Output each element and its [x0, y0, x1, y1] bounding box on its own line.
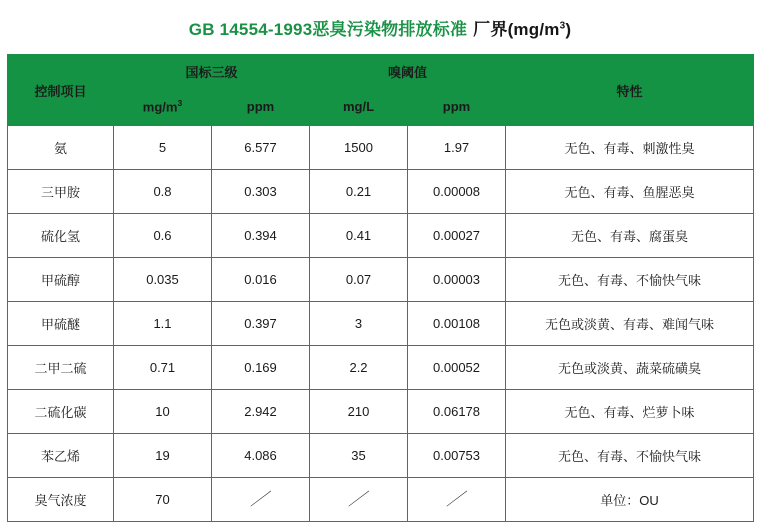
- cell-value-mgm3: 0.8: [114, 170, 212, 214]
- header-row-groups: [8, 55, 754, 88]
- cell-value-ppm2: 0.06178: [408, 390, 506, 434]
- cell-item: 甲硫醚: [8, 302, 114, 346]
- cell-property: 无色或淡黄、有毒、难闻气味: [506, 302, 754, 346]
- table-row: [8, 302, 754, 346]
- header-control-item: 控制项目: [8, 55, 114, 126]
- cell-value-ppm2: 0.00008: [408, 170, 506, 214]
- cell-item: 三甲胺: [8, 170, 114, 214]
- header-unit-mgl: mg/L: [310, 88, 408, 126]
- header-unit-ppm-1: ppm: [212, 88, 310, 126]
- cell-value-ppm1: 2.942: [212, 390, 310, 434]
- cell-property: 无色、有毒、不愉快气味: [506, 434, 754, 478]
- cell-item: 氨: [8, 126, 114, 170]
- cell-value-mgm3: 70: [114, 478, 212, 522]
- cell-value-ppm1: 4.086: [212, 434, 310, 478]
- cell-value-ppm2: [408, 478, 506, 522]
- cell-value-ppm1: 0.169: [212, 346, 310, 390]
- cell-property: 无色、有毒、不愉快气味: [506, 258, 754, 302]
- cell-value-ppm2: 0.00108: [408, 302, 506, 346]
- cell-value-mgl: [310, 478, 408, 522]
- title-standard-name: GB 14554-1993恶臭污染物排放标准: [188, 19, 468, 39]
- page-title: [0, 0, 760, 54]
- cell-item: 臭气浓度: [8, 478, 114, 522]
- cell-item: 二甲二硫: [8, 346, 114, 390]
- table-row: [8, 478, 754, 522]
- cell-value-ppm1: 0.016: [212, 258, 310, 302]
- cell-value-ppm1: 0.303: [212, 170, 310, 214]
- cell-property: 单位：OU: [506, 478, 754, 522]
- cell-property: 无色、有毒、腐蛋臭: [506, 214, 754, 258]
- cell-value-ppm2: 0.00027: [408, 214, 506, 258]
- cell-value-mgm3: 1.1: [114, 302, 212, 346]
- table-header: [8, 55, 754, 126]
- cell-value-ppm2: 0.00052: [408, 346, 506, 390]
- cell-item: 甲硫醇: [8, 258, 114, 302]
- cell-value-mgl: 1500: [310, 126, 408, 170]
- cell-property: 无色、有毒、烂萝卜味: [506, 390, 754, 434]
- cell-value-ppm1: 0.394: [212, 214, 310, 258]
- cell-item: 硫化氢: [8, 214, 114, 258]
- table-row: [8, 390, 754, 434]
- cell-value-mgl: 0.21: [310, 170, 408, 214]
- table-row: [8, 126, 754, 170]
- cell-property: 无色、有毒、鱼腥恶臭: [506, 170, 754, 214]
- empty-slash-icon: ／: [444, 490, 469, 509]
- title-unit-superscript: 3: [559, 19, 566, 31]
- title-boundary-unit: [473, 15, 571, 40]
- cell-value-mgm3: 0.71: [114, 346, 212, 390]
- empty-slash-icon: ／: [248, 490, 273, 509]
- cell-value-ppm1: 0.397: [212, 302, 310, 346]
- header-unit-ppm-2: ppm: [408, 88, 506, 126]
- table-body: [8, 126, 754, 522]
- cell-value-mgm3: 10: [114, 390, 212, 434]
- cell-item: 二硫化碳: [8, 390, 114, 434]
- empty-slash-icon: ／: [346, 490, 371, 509]
- cell-value-mgl: 3: [310, 302, 408, 346]
- cell-value-mgm3: 5: [114, 126, 212, 170]
- cell-value-ppm2: 0.00003: [408, 258, 506, 302]
- cell-value-mgl: 210: [310, 390, 408, 434]
- cell-value-mgl: 35: [310, 434, 408, 478]
- cell-value-mgm3: 19: [114, 434, 212, 478]
- cell-value-ppm2: 0.00753: [408, 434, 506, 478]
- emission-standard-table: [7, 54, 754, 522]
- table-row: [8, 346, 754, 390]
- title-boundary-suffix: ): [565, 19, 572, 39]
- cell-value-mgl: 0.07: [310, 258, 408, 302]
- cell-value-ppm1: 6.577: [212, 126, 310, 170]
- cell-value-mgm3: 0.035: [114, 258, 212, 302]
- cell-property: 无色或淡黄、蔬菜硫磺臭: [506, 346, 754, 390]
- cell-value-ppm1: [212, 478, 310, 522]
- cell-value-mgl: 2.2: [310, 346, 408, 390]
- header-group-odor-threshold: 嗅阈值: [310, 55, 506, 88]
- cell-property: 无色、有毒、刺激性臭: [506, 126, 754, 170]
- title-boundary-prefix: 厂界(mg/m: [473, 19, 560, 39]
- table-row: [8, 434, 754, 478]
- header-group-national-standard: 国标三级: [114, 55, 310, 88]
- table-row: [8, 170, 754, 214]
- cell-value-mgl: 0.41: [310, 214, 408, 258]
- cell-value-mgm3: 0.6: [114, 214, 212, 258]
- header-property: 特性: [506, 55, 754, 126]
- header-unit-mgm3: $mg/m^3$: [114, 88, 212, 126]
- cell-value-ppm2: 1.97: [408, 126, 506, 170]
- table-row: [8, 258, 754, 302]
- table-row: [8, 214, 754, 258]
- cell-item: 苯乙烯: [8, 434, 114, 478]
